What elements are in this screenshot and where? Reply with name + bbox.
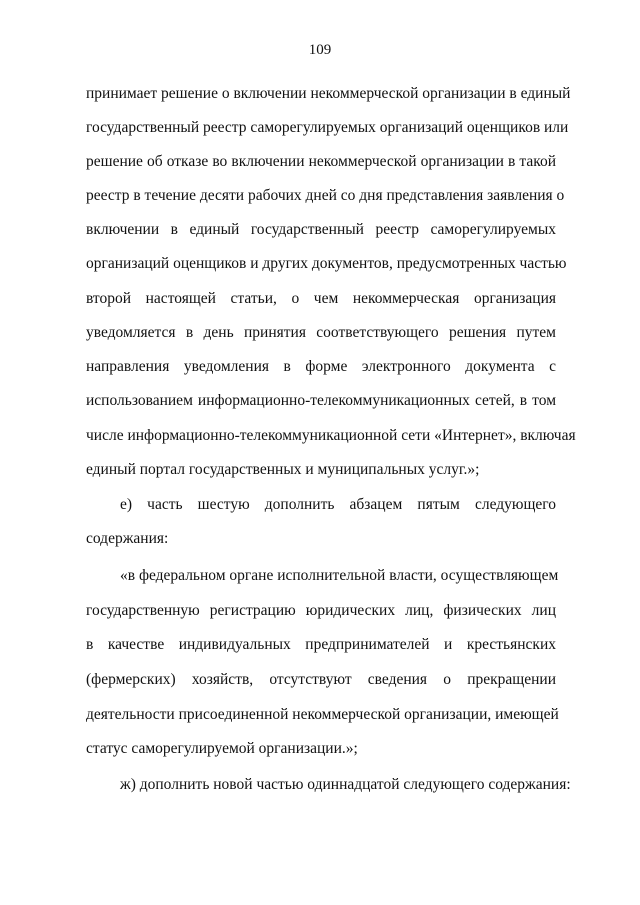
text-line: ж) дополнить новой частью одиннадцатой следующего содержания: — [120, 776, 571, 793]
text-line: включении в единый государственный реестр саморегулируемых — [86, 221, 556, 238]
text-line: статус саморегулируемой организации.»; — [86, 740, 358, 757]
text-line: реестр в течение десяти рабочих дней со дня представления заявления о — [86, 187, 565, 204]
text-line: использованием информационно-телекоммуникационных сетей, в том — [86, 392, 556, 409]
page-number: 109 — [308, 42, 332, 58]
text-line: деятельности присоединенной некоммерческой организации, имеющей — [86, 706, 559, 723]
text-line: е) часть шестую дополнить абзацем пятым следующего — [120, 496, 556, 513]
text-line: числе информационно-телекоммуникационной сети «Интернет», включая — [86, 427, 576, 444]
text-line: единый портал государственных и муниципальных услуг.»; — [86, 461, 480, 478]
text-line: «в федеральном органе исполнительной власти, осуществляющем — [120, 567, 559, 584]
text-line: (фермерских) хозяйств, отсутствуют сведения о прекращении — [86, 671, 556, 688]
text-line: государственный реестр саморегулируемых организаций оценщиков или — [86, 119, 569, 136]
text-line: принимает решение о включении некоммерческой организации в единый — [86, 85, 571, 102]
text-line: содержания: — [86, 530, 169, 547]
text-line: государственную регистрацию юридических лиц, физических лиц — [86, 602, 556, 619]
text-line: организаций оценщиков и других документов, предусмотренных частью — [86, 255, 567, 272]
text-line: направления уведомления в форме электронного документа с — [86, 358, 556, 375]
text-line: решение об отказе во включении некоммерческой организации в такой — [86, 153, 556, 170]
text-line: уведомляется в день принятия соответствующего решения путем — [86, 324, 556, 341]
text-line: второй настоящей статьи, о чем некоммерческая организация — [86, 290, 556, 307]
text-line: в качестве индивидуальных предпринимателей и крестьянских — [86, 636, 556, 653]
